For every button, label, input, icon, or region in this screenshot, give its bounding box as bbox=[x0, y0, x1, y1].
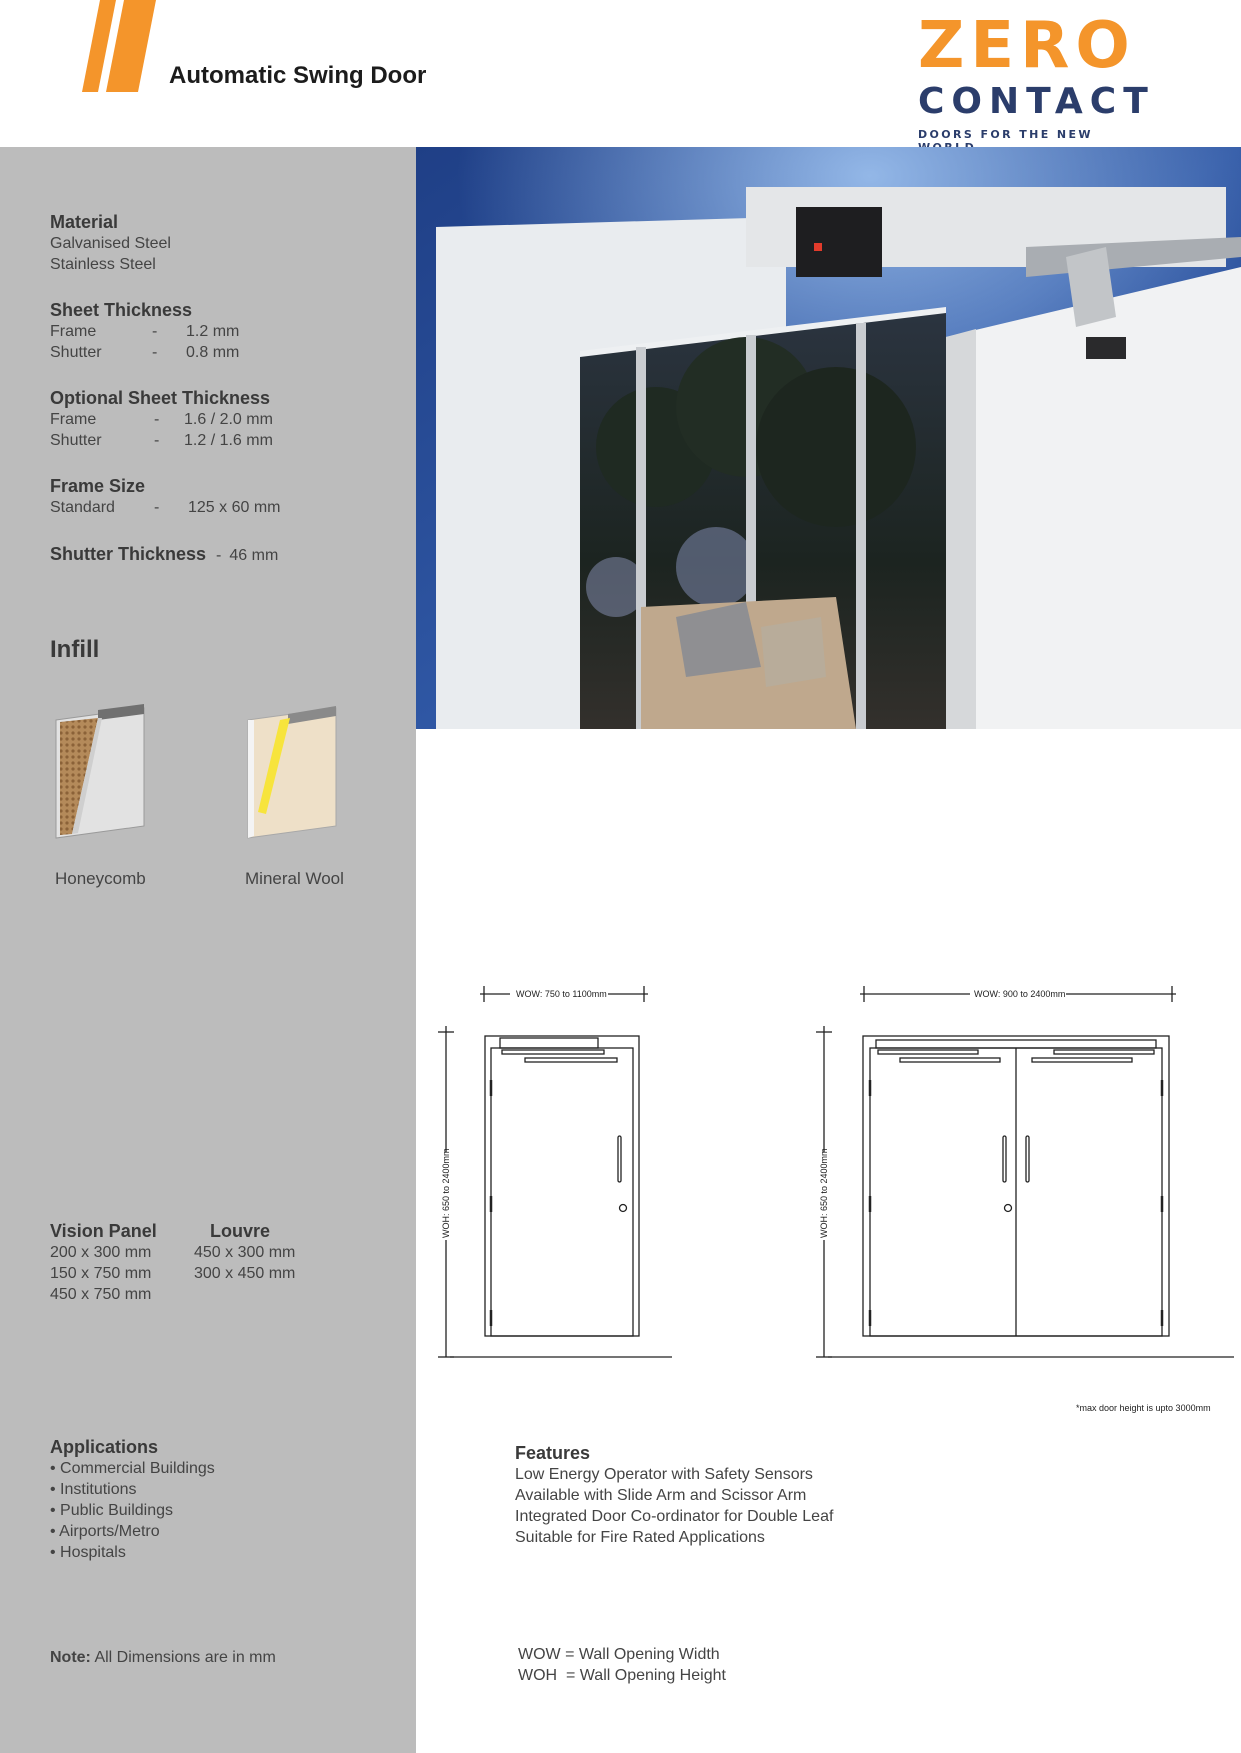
application-item: • Public Buildings bbox=[50, 1502, 173, 1519]
feature-item: Integrated Door Co-ordinator for Double Leaf bbox=[515, 1508, 834, 1525]
zero-contact-logo bbox=[918, 9, 1155, 154]
louvre-section bbox=[194, 1221, 295, 1284]
vision-panel-heading: Vision Panel bbox=[50, 1221, 157, 1241]
application-item: • Hospitals bbox=[50, 1544, 126, 1561]
spec-value: 46 mm bbox=[229, 547, 279, 564]
features-section bbox=[515, 1443, 833, 1548]
vision-panel-item: 200 x 300 mm bbox=[50, 1244, 152, 1261]
spec-row bbox=[50, 430, 273, 451]
spec-sep: - bbox=[154, 499, 160, 516]
spec-label: Standard bbox=[50, 499, 115, 516]
logo-word-contact: CONTACT bbox=[918, 81, 1155, 122]
spec-sep: - bbox=[152, 344, 158, 361]
spec-value: 125 x 60 mm bbox=[188, 499, 281, 516]
louvre-item: 300 x 450 mm bbox=[194, 1265, 296, 1282]
application-item: • Commercial Buildings bbox=[50, 1460, 215, 1477]
note-label: Note: bbox=[50, 1649, 91, 1666]
feature-item: Low Energy Operator with Safety Sensors bbox=[515, 1466, 813, 1483]
louvre-item: 450 x 300 mm bbox=[194, 1244, 296, 1261]
vision-panel-item: 150 x 750 mm bbox=[50, 1265, 152, 1282]
legend-item: WOH = Wall Opening Height bbox=[518, 1667, 726, 1684]
spec-value: 1.2 / 1.6 mm bbox=[184, 432, 273, 449]
door-photo bbox=[416, 147, 1241, 729]
sheet-thickness-section bbox=[50, 300, 239, 363]
woh-single-label: WOH: 650 to 2400mm bbox=[441, 1148, 451, 1238]
applications-heading: Applications bbox=[50, 1437, 159, 1457]
infill-label: Honeycomb bbox=[55, 869, 146, 888]
shutter-thickness-heading: Shutter Thickness bbox=[50, 544, 207, 564]
abbreviation-legend bbox=[518, 1644, 726, 1686]
spec-sep: - bbox=[154, 432, 160, 449]
double-door-drawing bbox=[810, 980, 1240, 1360]
woh-double-label: WOH: 650 to 2400mm bbox=[819, 1148, 829, 1238]
louvre-heading: Louvre bbox=[210, 1221, 271, 1241]
logo-word-zero: ZERO bbox=[918, 9, 1136, 83]
optional-sheet-thickness-section bbox=[50, 388, 273, 451]
spec-row bbox=[50, 321, 239, 342]
infill-label: Mineral Wool bbox=[245, 869, 344, 888]
single-door-drawing bbox=[430, 980, 680, 1360]
note-text: All Dimensions are in mm bbox=[94, 1649, 276, 1666]
spec-label: Shutter bbox=[50, 344, 102, 361]
wow-double-label: WOW: 900 to 2400mm bbox=[974, 989, 1066, 999]
page-title: Automatic Swing Door bbox=[169, 62, 427, 89]
frame-size-heading: Frame Size bbox=[50, 476, 146, 496]
optional-sheet-thickness-heading: Optional Sheet Thickness bbox=[50, 388, 271, 408]
legend-item: WOW = Wall Opening Width bbox=[518, 1646, 720, 1663]
spec-row bbox=[50, 409, 273, 430]
spec-value: 0.8 mm bbox=[186, 344, 240, 361]
spec-sep: - bbox=[154, 411, 160, 428]
spec-sep: - bbox=[216, 547, 222, 564]
application-item: • Airports/Metro bbox=[50, 1523, 160, 1540]
spec-value: 1.2 mm bbox=[186, 323, 240, 340]
spec-label: Frame bbox=[50, 323, 97, 340]
wow-single-label: WOW: 750 to 1100mm bbox=[516, 989, 607, 999]
sheet-thickness-heading: Sheet Thickness bbox=[50, 300, 193, 320]
spec-label: Frame bbox=[50, 411, 97, 428]
spec-row bbox=[50, 342, 239, 363]
vision-panel-section bbox=[50, 1221, 157, 1305]
material-item: Stainless Steel bbox=[50, 256, 156, 273]
mineral-wool-swatch-icon bbox=[244, 700, 342, 840]
material-section bbox=[50, 212, 171, 275]
spec-label: Shutter bbox=[50, 432, 102, 449]
shutter-thickness-section bbox=[50, 544, 278, 566]
feature-item: Available with Slide Arm and Scissor Arm bbox=[515, 1487, 807, 1504]
frame-size-section bbox=[50, 476, 280, 518]
dimensions-note bbox=[50, 1647, 276, 1668]
brand-stripes-icon bbox=[80, 0, 162, 92]
infill-heading: Infill bbox=[50, 636, 100, 663]
material-item: Galvanised Steel bbox=[50, 235, 171, 252]
spec-row bbox=[50, 497, 280, 518]
applications-section bbox=[50, 1437, 215, 1563]
vision-panel-item: 450 x 750 mm bbox=[50, 1286, 152, 1303]
application-item: • Institutions bbox=[50, 1481, 137, 1498]
honeycomb-swatch-icon bbox=[52, 700, 150, 840]
feature-item: Suitable for Fire Rated Applications bbox=[515, 1529, 765, 1546]
material-heading: Material bbox=[50, 212, 119, 232]
features-heading: Features bbox=[515, 1443, 591, 1463]
max-height-footnote: *max door height is upto 3000mm bbox=[1076, 1403, 1211, 1413]
spec-sep: - bbox=[152, 323, 158, 340]
logo-tagline: DOORS FOR THE NEW bbox=[918, 128, 1093, 141]
spec-value: 1.6 / 2.0 mm bbox=[184, 411, 273, 428]
